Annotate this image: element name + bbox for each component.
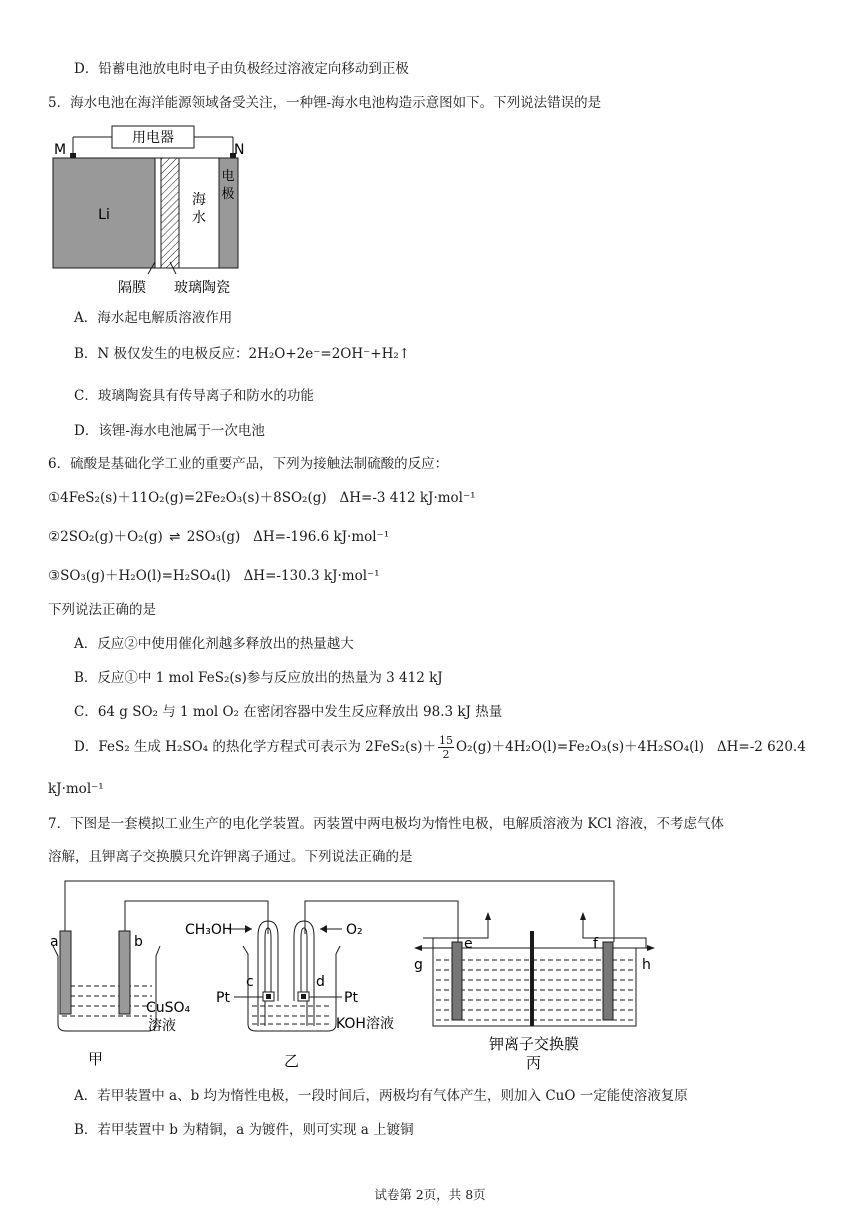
o2-label: O₂ [346,922,363,938]
yi-label: 乙 [284,1052,300,1070]
terminal-n: N [234,142,245,158]
q6-reaction-2: ②2SO₂(g)＋O₂(g) ⇌ 2SO₃(g) ΔH=-196.6 kJ·mol⁻¹ [48,529,390,545]
equilibrium-arrow-icon: ⇌ [169,529,181,545]
membrane-label: 钾离子交换膜 [488,1035,580,1053]
electrode-f [603,942,613,1020]
fraction-15-2: $\frac{15}{2}$ [439,734,454,761]
ceramic-label: 玻璃陶瓷 [174,280,230,296]
electrode-b [119,931,130,1014]
jia-label: 甲 [88,1050,104,1068]
electrode-label-2: 极 [221,187,235,202]
q6-prompt: 下列说法正确的是 [48,602,156,618]
label-c: c [246,974,254,990]
separator-membrane [155,158,161,268]
cuso4-label: CuSO₄ [146,1000,191,1016]
q5-battery-figure [48,124,248,300]
label-g: g [414,957,423,973]
pt-label-left: Pt [216,990,230,1006]
q7-stem-line-2: 溶解，且钾离子交换膜只允许钾离子通过。下列说法正确的是 [48,849,413,865]
q6-option-a: A．反应②中使用催化剂越多释放出的热量越大 [74,636,354,652]
q5-option-b: B．N 极仅发生的电极反应：2H₂O+2e⁻=2OH⁻+H₂↑ [74,346,411,362]
koh-label: KOH溶液 [336,1016,394,1032]
ch3oh-label: CH₃OH [185,922,233,938]
bing-label: 丙 [526,1054,542,1072]
label-h: h [642,957,651,973]
cuso4-solution-label: 溶液 [148,1018,176,1034]
label-d: d [316,974,325,990]
membrane-label: 隔膜 [118,280,146,296]
q7-option-b: B．若甲装置中 b 为精铜，a 为镀件，则可实现 a 上镀铜 [74,1122,414,1138]
q5-option-d: D．该锂-海水电池属于一次电池 [74,423,265,439]
q4-option-d: D．铅蓄电池放电时电子由负极经过溶液定向移动到正极 [74,61,409,77]
potassium-exchange-membrane [530,931,534,1026]
terminal-m: M [54,142,67,158]
electrode-a [60,931,71,1014]
label-e: e [464,936,473,952]
pt-label-right: Pt [344,990,358,1006]
electrode-e [452,942,462,1020]
glass-ceramic [161,158,179,268]
q6-stem: 6．硫酸是基础化学工业的重要产品，下列为接触法制硫酸的反应： [48,456,449,472]
q7-apparatus-figure [48,876,668,1076]
q7-option-a: A．若甲装置中 a、b 均为惰性电极，一段时间后，两极均有气体产生，则加入 CuO 一定能使溶液复原 [74,1088,688,1104]
q6-option-d-unit: kJ·mol⁻¹ [48,781,104,797]
label-f: f [593,936,598,952]
q6-option-d: D．FeS₂ 生成 H₂SO₄ 的热化学方程式可表示为 2FeS₂(s)＋ $\frac{15}{2}$ O₂(g)＋4H₂O(l)=Fe₂O₃(s)＋4H₂SO₄(l) ΔH=-2 620.4 [74,734,806,761]
li-label: Li [98,207,110,223]
page-footer: 试卷第 2页，共 8页 [374,1187,486,1202]
seawater-label-1: 海 [192,192,206,208]
label-a: a [50,934,59,950]
q5-option-a: A．海水起电解质溶液作用 [74,310,233,326]
q5-option-c: C．玻璃陶瓷具有传导离子和防水的功能 [74,388,314,404]
seawater-label-2: 水 [192,210,206,226]
q7-stem-line-1: 7．下图是一套模拟工业生产的电化学装置。丙装置中两电极均为惰性电极，电解质溶液为 KCl 溶液，不考虑气体 [48,816,725,832]
label-b: b [134,934,143,950]
q6-option-c: C．64 g SO₂ 与 1 mol O₂ 在密闭容器中发生反应释放出 98.3 kJ 热量 [74,704,503,720]
electrode-label-1: 电 [221,169,235,184]
q6-reaction-1: ①4FeS₂(s)＋11O₂(g)=2Fe₂O₃(s)＋8SO₂(g) ΔH=-3 412 kJ·mol⁻¹ [48,490,476,506]
q6-reaction-3: ③SO₃(g)＋H₂O(l)=H₂SO₄(l) ΔH=-130.3 kJ·mol⁻¹ [48,568,380,584]
q5-stem: 5．海水电池在海洋能源领域备受关注，一种锂-海水电池构造示意图如下。下列说法错误的是 [48,95,602,111]
q6-option-b: B．反应①中 1 mol FeS₂(s)参与反应放出的热量为 3 412 kJ [74,670,443,686]
device-label: 用电器 [132,130,174,146]
